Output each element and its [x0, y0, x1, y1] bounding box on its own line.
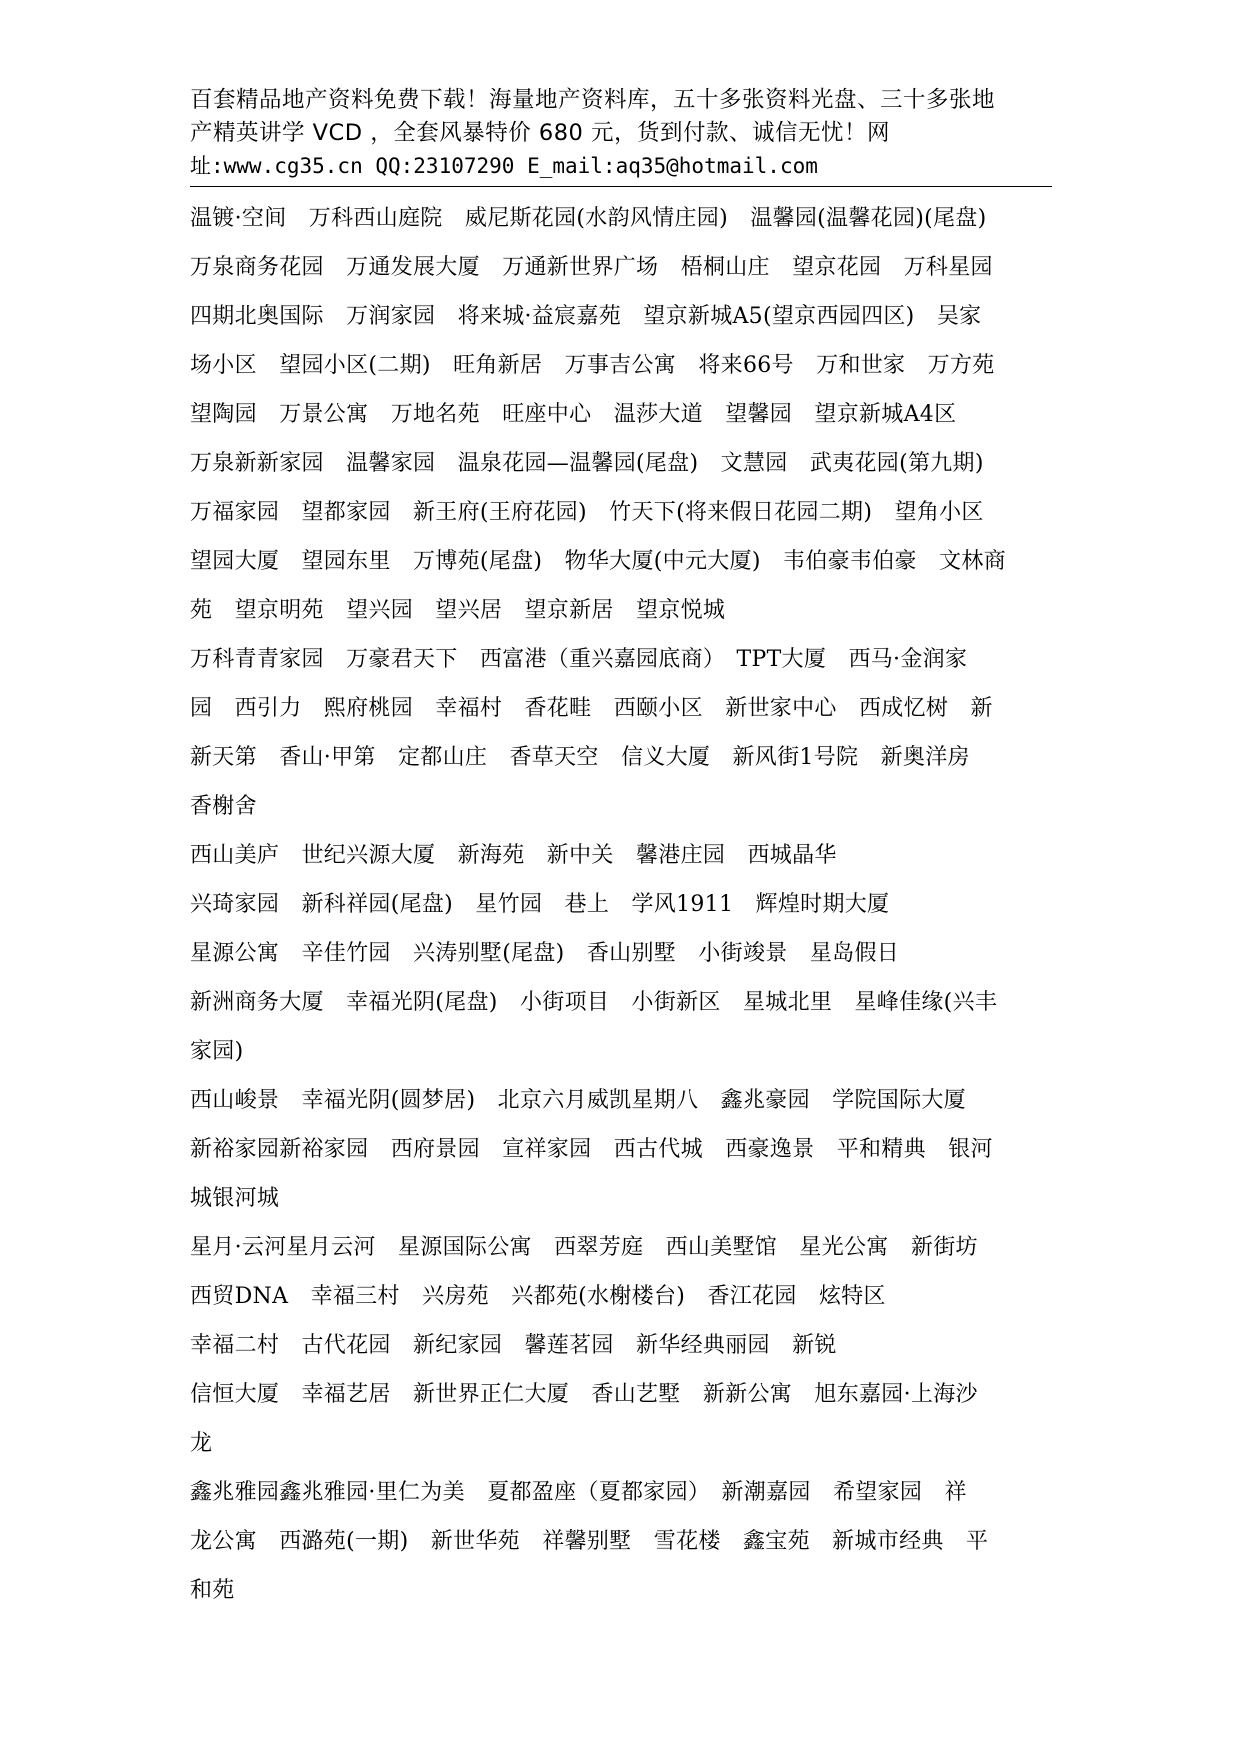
text-line: 园 西引力 熙府桃园 幸福村 香花畦 西颐小区 新世家中心 西成忆树 新: [190, 696, 993, 721]
text-line: 四期北奥国际 万润家园 将来城·益宸嘉苑 望京新城A5(望京西园四区) 吴家: [190, 304, 982, 329]
header-line-2: 产精英讲学 VCD ，全套风暴特价 680 元，货到付款、诚信无忧！网: [190, 120, 890, 146]
paragraph: [190, 978, 1052, 1076]
text-line: 望园大厦 望园东里 万博苑(尾盘) 物华大厦(中元大厦) 韦伯豪韦伯豪 文林商: [190, 549, 1007, 574]
paragraph: [190, 880, 1052, 929]
paragraph: [190, 1223, 1052, 1272]
paragraph: [190, 1370, 1052, 1468]
paragraph: [190, 635, 1052, 831]
paragraph: [190, 1468, 1052, 1615]
header-line-3-contact: 址:www.cg35.cn QQ:23107290 E_mail:aq35@hotmail.com: [190, 154, 818, 178]
text-line: 西山美庐 世纪兴源大厦 新海苑 新中关 馨港庄园 西城晶华: [190, 843, 837, 868]
text-line: 望陶园 万景公寓 万地名苑 旺座中心 温莎大道 望馨园 望京新城A4区: [190, 402, 957, 427]
text-line: 香榭舍: [190, 794, 257, 819]
text-line: 西山峻景 幸福光阴(圆梦居) 北京六月威凯星期八 鑫兆豪园 学院国际大厦: [190, 1088, 966, 1113]
text-line: 龙公寓 西潞苑(一期) 新世华苑 祥馨别墅 雪花楼 鑫宝苑 新城市经典 平: [190, 1529, 989, 1554]
text-line: 幸福二村 古代花园 新纪家园 馨莲茗园 新华经典丽园 新锐: [190, 1333, 837, 1358]
paragraph: [190, 1125, 1052, 1223]
paragraph: [190, 929, 1052, 978]
header-line-1: 百套精品地产资料免费下载！海量地产资料库，五十多张资料光盘、三十多张地: [190, 87, 996, 113]
text-line: 和苑: [190, 1578, 235, 1603]
text-line: 新裕家园新裕家园 西府景园 宣祥家园 西古代城 西豪逸景 平和精典 银河: [190, 1137, 993, 1162]
text-line: 万福家园 望都家园 新王府(王府花园) 竹天下(将来假日花园二期) 望角小区: [190, 500, 984, 525]
text-line: 苑 望京明苑 望兴园 望兴居 望京新居 望京悦城: [190, 598, 726, 623]
text-line: 星源公寓 辛佳竹园 兴涛别墅(尾盘) 香山别墅 小街竣景 星岛假日: [190, 941, 900, 966]
paragraph: [190, 1321, 1052, 1370]
paragraph: [190, 194, 1052, 635]
page-header: [190, 84, 1052, 183]
paragraph: [190, 1076, 1052, 1125]
paragraph: [190, 831, 1052, 880]
text-line: 兴琦家园 新科祥园(尾盘) 星竹园 巷上 学风1911 辉煌时期大厦: [190, 892, 890, 917]
text-line: 万科青青家园 万豪君天下 西富港（重兴嘉园底商） TPT大厦 西马·金润家: [190, 647, 968, 672]
document-body: [190, 194, 1052, 1615]
text-line: 星月·云河星月云河 星源国际公寓 西翠芳庭 西山美墅馆 星光公寓 新街坊: [190, 1235, 978, 1260]
text-line: 家园): [190, 1039, 244, 1064]
text-line: 万泉商务花园 万通发展大厦 万通新世界广场 梧桐山庄 望京花园 万科星园: [190, 255, 993, 280]
text-line: 龙: [190, 1431, 213, 1456]
paragraph: [190, 1272, 1052, 1321]
text-line: 新天第 香山·甲第 定都山庄 香草天空 信义大厦 新风街1号院 新奥洋房: [190, 745, 970, 770]
text-line: 信恒大厦 幸福艺居 新世界正仁大厦 香山艺墅 新新公寓 旭东嘉园·上海沙: [190, 1382, 978, 1407]
text-line: 鑫兆雅园鑫兆雅园·里仁为美 夏都盈座（夏都家园） 新潮嘉园 希望家园 祥: [190, 1480, 967, 1505]
text-line: 西贸DNA 幸福三村 兴房苑 兴都苑(水榭楼台) 香江花园 炫特区: [190, 1284, 886, 1309]
text-line: 新洲商务大厦 幸福光阴(尾盘) 小街项目 小街新区 星城北里 星峰佳缘(兴丰: [190, 990, 998, 1015]
text-line: 温镀·空间 万科西山庭院 威尼斯花园(水韵风情庄园) 温馨园(温馨花园)(尾盘): [190, 206, 987, 231]
text-line: 城银河城: [190, 1186, 280, 1211]
text-line: 万泉新新家园 温馨家园 温泉花园—温馨园(尾盘) 文慧园 武夷花园(第九期): [190, 451, 984, 476]
text-line: 场小区 望园小区(二期) 旺角新居 万事吉公寓 将来66号 万和世家 万方苑: [190, 353, 995, 378]
header-divider: [190, 186, 1052, 187]
